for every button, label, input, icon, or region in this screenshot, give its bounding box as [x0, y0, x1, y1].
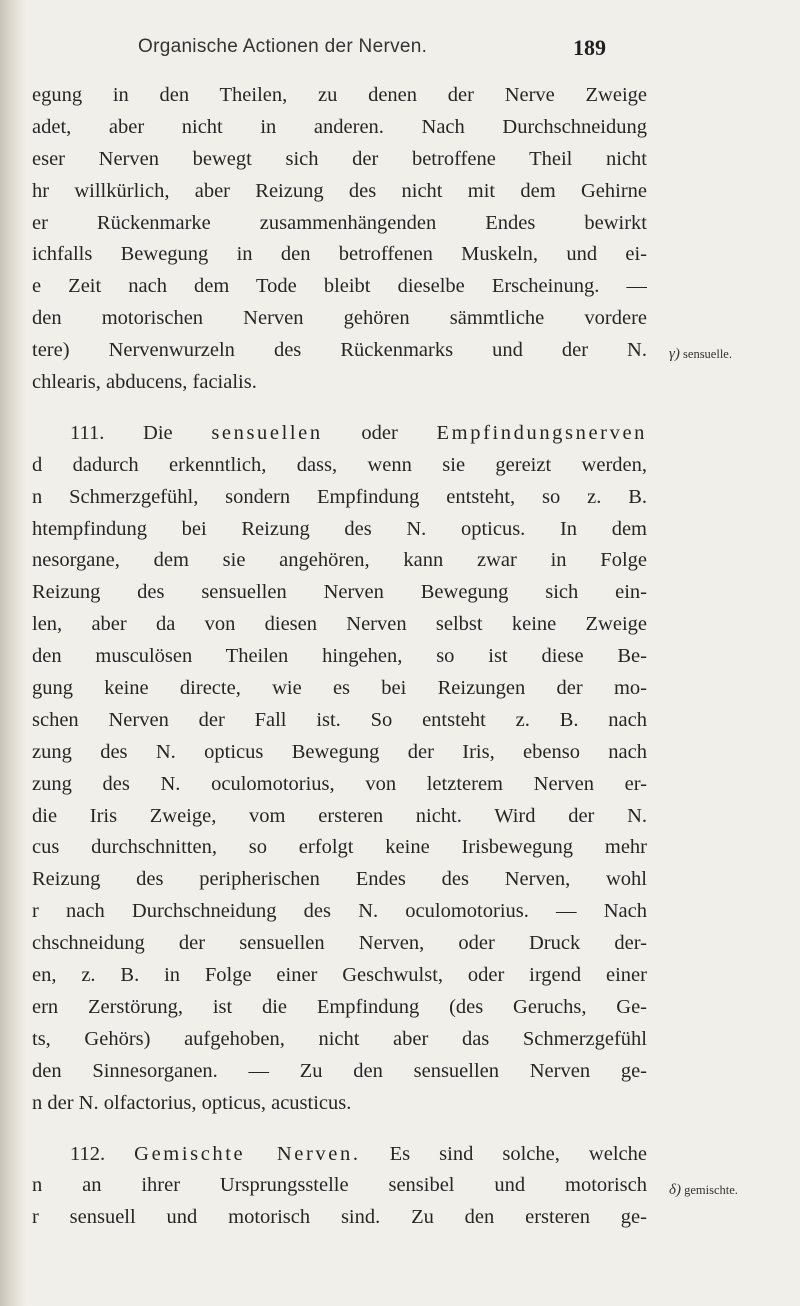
text-line: n der N. olfactorius, opticus, acusticus.: [32, 1091, 352, 1114]
text-line: adet, aber nicht in anderen. Nach Durchschneidung: [32, 115, 647, 138]
page-header: [0, 36, 800, 66]
text-line: hr willkürlich, aber Reizung des nicht mit dem Gehirne: [32, 179, 647, 202]
text-line: e Zeit nach dem Tode bleibt dieselbe Erscheinung. —: [32, 275, 647, 298]
text-line: eser Nerven bewegt sich der betroffene Theil nicht: [32, 147, 647, 170]
text-line: n Schmerzgefühl, sondern Empfindung entsteht, so z. B.: [32, 485, 647, 508]
running-title: Organische Actionen der Nerven.: [138, 36, 428, 57]
text-line: ern Zerstörung, ist die Empfindung (des Geruchs, Ge-: [32, 995, 647, 1018]
paragraph-sensuelle-nerves: [32, 418, 647, 1120]
text-line: ichfalls Bewegung in den betroffenen Muskeln, und ei-: [32, 243, 647, 266]
margin-note-label: sensuelle.: [683, 347, 732, 361]
text-line: chschneidung der sensuellen Nerven, oder Druck der-: [32, 932, 647, 955]
text-line: den musculösen Theilen hingehen, so ist diese Be-: [32, 645, 647, 668]
page-number: 189: [573, 35, 606, 60]
text-line: egung in den Theilen, zu denen der Nerve Zweige: [32, 84, 647, 106]
margin-note-label: gemischte.: [684, 1183, 738, 1197]
text-line: zung des N. oculomotorius, von letzterem Nerven er-: [32, 772, 647, 795]
text-line: den motorischen Nerven gehören sämmtliche vordere: [32, 307, 647, 330]
text-line: er Rückenmarke zusammenhängenden Endes bewirkt: [32, 211, 647, 234]
text-line: r nach Durchschneidung des N. oculomotorius. — Nach: [32, 900, 647, 923]
margin-note-letter: δ): [669, 1182, 681, 1198]
text-line: len, aber da von diesen Nerven selbst keine Zweige: [32, 613, 647, 636]
margin-note-sensuelle: [669, 346, 732, 363]
text-line: nesorgane, dem sie angehören, kann zwar in Folge: [32, 549, 647, 572]
text-line: htempfindung bei Reizung des N. opticus. In dem: [32, 517, 647, 540]
text-line: ts, Gehörs) aufgehoben, nicht aber das Schmerzgefühl: [32, 1027, 647, 1050]
text-line: die Iris Zweige, vom ersteren nicht. Wird der N.: [32, 804, 647, 827]
section-number: 112.: [70, 1142, 135, 1165]
text-line: chlearis, abducens, facialis.: [32, 371, 257, 394]
text-line: Reizung des peripherischen Endes des Nerven, wohl: [32, 868, 647, 891]
text-line: en, z. B. in Folge einer Geschwulst, oder irgend einer: [32, 964, 647, 987]
paragraph-gemischte-nerves: [32, 1139, 647, 1235]
text-line: n an ihrer Ursprungsstelle sensibel und motorisch: [32, 1174, 647, 1197]
text-line: r sensuell und motorisch sind. Zu den ersteren ge-: [32, 1206, 647, 1229]
binding-gutter: [6, 70, 30, 990]
section-number: 111. Die: [70, 421, 212, 444]
margin-note-letter: γ): [669, 346, 680, 362]
text-line: d dadurch erkenntlich, dass, wenn sie gereizt werden,: [32, 453, 647, 476]
margin-note-gemischte: [669, 1182, 738, 1199]
section-term: Gemischte Nerven.: [134, 1142, 361, 1165]
section-term: sensuellen: [211, 421, 323, 444]
text-line: den Sinnesorganen. — Zu den sensuellen Nerven ge-: [32, 1059, 647, 1082]
body-text: [32, 80, 647, 1234]
text-line: Reizung des sensuellen Nerven Bewegung sich ein-: [32, 581, 647, 604]
text-line: schen Nerven der Fall ist. So entsteht z. B. nach: [32, 708, 647, 731]
text-line: cus durchschnitten, so erfolgt keine Irisbewegung mehr: [32, 836, 647, 859]
section-heading-112: 112. Gemischte Nerven. Es sind solche, welche: [70, 1142, 647, 1165]
paragraph-motor-nerves: [32, 80, 647, 399]
text-line: gung keine directe, wie es bei Reizungen der mo-: [32, 677, 647, 700]
section-heading-111: 111. Die sensuellen oder Empfindungsnerven: [70, 421, 647, 444]
text-line: zung des N. opticus Bewegung der Iris, ebenso nach: [32, 740, 647, 763]
text-line: tere) Nervenwurzeln des Rückenmarks und der N.: [32, 339, 647, 362]
section-term: Empfindungsnerven: [436, 421, 647, 444]
